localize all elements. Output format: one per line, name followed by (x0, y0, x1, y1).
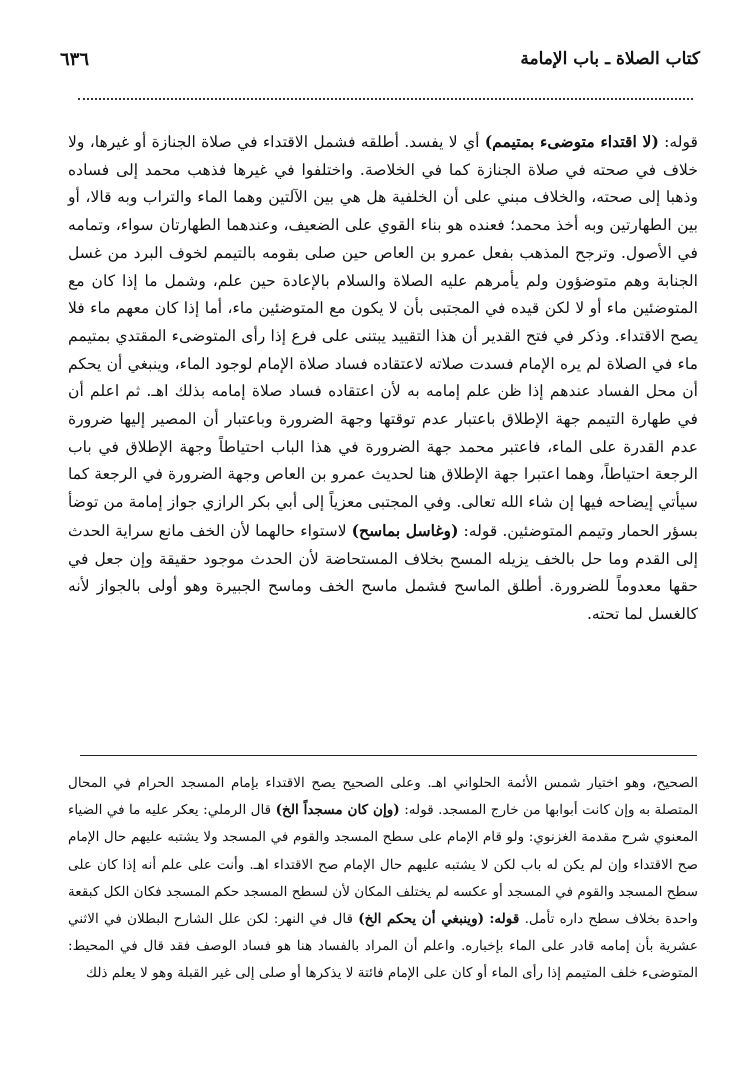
running-title: كتاب الصلاة ـ باب الإمامة (520, 49, 700, 69)
quoted-phrase-1: (لا اقتداء متوضىء بمتيمم) (484, 132, 659, 151)
main-intro: قوله: (664, 133, 698, 151)
main-text-2: لاستواء حالهما لأن الخف مانع سراية الحدث إلى القدم وما حل بالخف يزيله المسح بخلاف المستحاضة لأن الحدث موجود حقيقة وإن جعل في حقها معدوماً للضرورة. أطلق الماسح فشمل ماسح الخف وماسح الجبيرة وهو أولى بالجواز لأنه كالغسل لما تحته. (68, 521, 698, 623)
page-number: ٦٣٦ (60, 48, 90, 70)
footnote-lead-2: قوله: (489, 911, 520, 928)
footnote-quote-2: (وينبغي أن يحكم الخ) (358, 911, 485, 928)
dotted-separator (78, 98, 693, 100)
footnote-text-1: الصحيح، وهو اختيار شمس الأئمة الحلواني اهـ. وعلى الصحيح يصح الاقتداء بإمام المسجد الحرام في المحال المتصلة به وإن كانت أبوابها من خارج المسجد. قوله: (68, 775, 698, 819)
footnote-text-2: قال الرملي: يعكر عليه ما في الضياء المعنوي شرح مقدمة الغزنوي: ولو قام الإمام على سطح المسجد والقوم في المسجد ولا يشتبه عليهم حال الإمام صح الاقتداء وإن لم يكن له باب لكن لا يشتبه عليهم حال الإمام صح الاقتداء اهـ. وأنت على علم أنه إذا كان على سطح المسجد والقوم في المسجد أو عكسه لم يختلف المكان لأن لسطح المسجد حكم المسجد فكان الكل كبقعة واحدة بخلاف سطح داره تأمل. (68, 802, 698, 928)
page-header (60, 44, 700, 74)
footnote-text-3: قال في النهر: لكن علل الشارح البطلان في الاثني عشرية بأن إمامه قادر على الماء بإخباره. واعلم أن المراد بالفساد هنا هو فساد الوصف فقد قال في المحيط: المتوضىء خلف المتيمم إذا رأى الماء أو كان على الإمام فائتة لا يذكرها أو صلى إلى غير القبلة وهو لا يعلم ذلك (68, 911, 698, 982)
footnote-quote-1: (وإن كان مسجداً الخ) (275, 802, 400, 819)
quoted-phrase-2: (وغاسل بماسح) (351, 520, 459, 540)
main-paragraph (68, 128, 698, 629)
main-text (68, 128, 698, 629)
footnote-paragraph (68, 770, 698, 988)
main-text-1: أي لا يفسد. أطلقه فشمل الاقتداء في صلاة الجنازة أو غيرها، ولا خلاف في صحته في صلاة الجنازة كما في الخلاصة. واختلفوا في غيرها فذهب محمد إلى فساده وذهبا إلى صحته، والخلاف مبني على أن الخلفية هل هي بين الآلتين وهما الماء والتراب وبه قالا، أو بين الطهارتين وبه أخذ محمد؛ فعنده هو بناء القوي على الضعيف، وعندهما الطهارتان سواء، وتمامه في الأصول. وترجح المذهب بفعل عمرو بن العاص حين صلى بقومه بالتيمم لخوف البرد من غسل الجنابة وهم متوضؤون ولم يأمرهم عليه الصلاة والسلام بالإعادة حين علم، وشمل ما إذا كان مع المتوضئين ماء أو لا لكن قيده في المجتبى بأن لا يكون مع المتوضئين ماء، أما إذا كان معهم ماء فلا يصح الاقتداء. وذكر في فتح القدير أن هذا التقييد يبتنى على فرع إذا رأى المتوضىء المقتدي بمتيمم ماء في الصلاة لم يره الإمام فسدت صلاته لاعتقاده فساد صلاة الإمام لوجود الماء، وينبغي أن يحكم أن محل الفساد عندهم إذا ظن علم إمامه به لأن اعتقاده فساد صلاة إمامه بذلك اهـ. ثم اعلم أن في طهارة التيمم جهة الإطلاق باعتبار عدم توقتها وجهة الضرورة وباعتبار أن المصير إليها ضرورة عدم القدرة على الماء، فاعتبر محمد جهة الضرورة في هذا الباب احتياطاً وجهة الإطلاق في باب الرجعة احتياطاً، وهما اعتبرا جهة الإطلاق هنا لحديث عمرو بن العاص وجهة الضرورة في الرجعة كما سيأتي إيضاحه فيها إن شاء الله تعالى. وفي المجتبى معزياً إلى أبي بكر الرازي جواز إمامة من توضأ بسؤر الحمار وتيمم المتوضئين. قوله: (68, 133, 698, 540)
footnotes (68, 770, 698, 988)
footnote-divider (80, 755, 697, 756)
